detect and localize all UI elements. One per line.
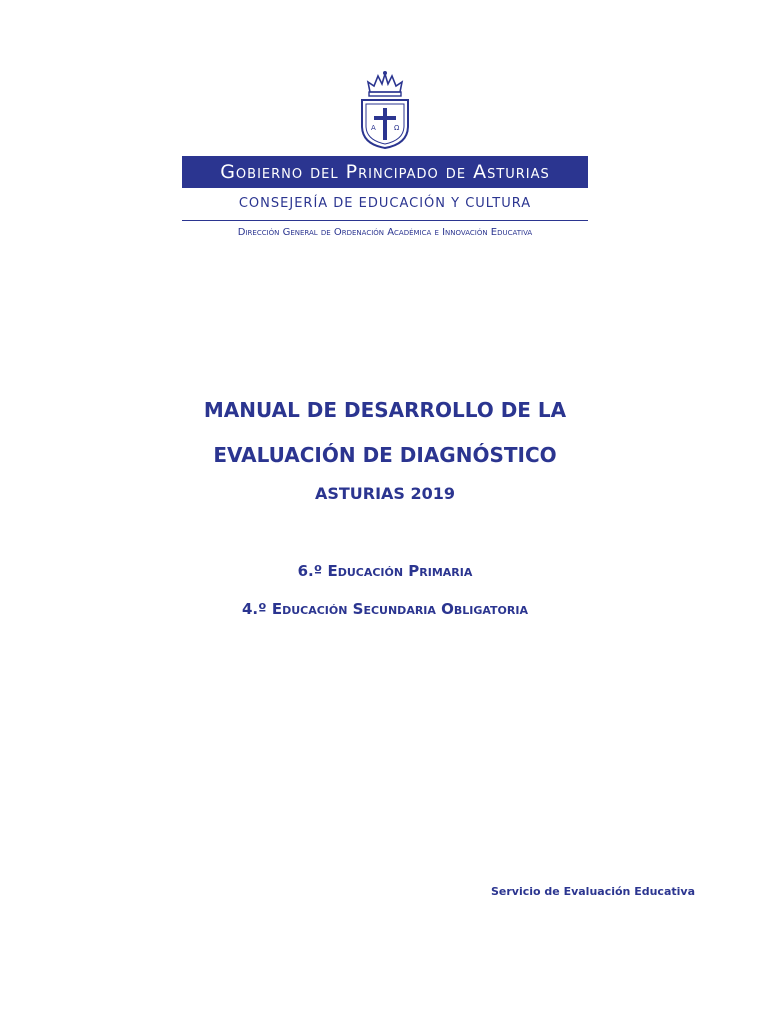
svg-text:Ω: Ω xyxy=(394,124,400,132)
consejeria-name: CONSEJERÍA DE EDUCACIÓN Y CULTURA xyxy=(238,196,532,211)
level-secondary: 4.º Educación Secundaria Obligatoria xyxy=(242,600,528,618)
government-banner xyxy=(182,156,588,188)
coat-of-arms-icon xyxy=(356,70,414,150)
service-name: Servicio de Evaluación Educativa xyxy=(490,885,695,898)
document-title-line1: MANUAL DE DESARROLLO DE LA xyxy=(203,398,567,422)
document-subtitle: ASTURIAS 2019 xyxy=(314,484,456,503)
svg-text:A: A xyxy=(371,124,376,132)
header-divider xyxy=(182,220,588,221)
government-name: Gobierno del Principado de Asturias xyxy=(220,161,550,183)
document-title-line2: EVALUACIÓN DE DIAGNÓSTICO xyxy=(213,443,557,467)
direccion-name: Dirección General de Ordenación Académica e Innovación Educativa xyxy=(237,227,533,238)
level-primary: 6.º Educación Primaria xyxy=(297,562,473,580)
